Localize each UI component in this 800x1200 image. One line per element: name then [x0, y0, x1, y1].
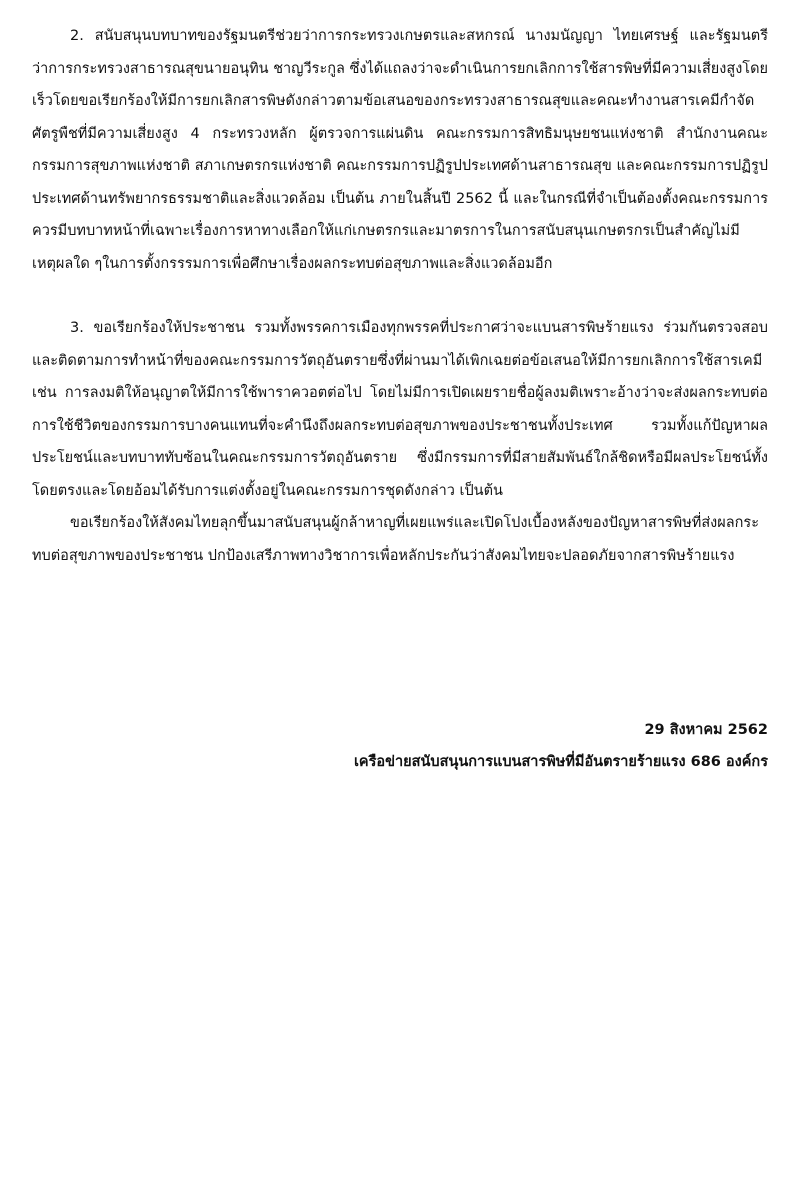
- document-body: [32, 20, 768, 572]
- paragraph-item-3: 3. ขอเรียกร้องให้ประชาชน รวมทั้งพรรคการเมืองทุกพรรคที่ประกาศว่าจะแบนสารพิษร้ายแรง ร่วมกันตรวจสอบและติดตามการทำหน้าที่ของคณะกรรมการวัตถุอันตรายซึ่งที่ผ่านมาได้เพิกเฉยต่อข้อเสนอให้มีการยกเลิกการใช้สารเคมี เช่น การลงมติให้อนุญาตให้มีการใช้พาราควอตต่อไป โดยไม่มีการเปิดเผยรายชื่อผู้ลงมติเพราะอ้างว่าจะส่งผลกระทบต่อการใช้ชีวิตของกรรมการบางคนแทนที่จะคำนึงถึงผลกระทบต่อสุขภาพของประชาชนทั้งประเทศ รวมทั้งแก้ปัญหาผลประโยชน์และบทบาททับซ้อนในคณะกรรมการวัตถุอันตราย ซึ่งมีกรรมการที่มีสายสัมพันธ์ใกล้ชิดหรือมีผลประโยชน์ทั้งโดยตรงและโดยอ้อมได้รับการแต่งตั้งอยู่ในคณะกรรมการชุดดังกล่าว เป็นต้น: [32, 320, 768, 499]
- signatory-name: เครือข่ายสนับสนุนการแบนสารพิษที่มีอันตรายร้ายแรง 686 องค์กร: [353, 754, 768, 770]
- paragraph-item-2: 2. สนับสนุนบทบาทของรัฐมนตรีช่วยว่าการกระทรวงเกษตรและสหกรณ์ นางมนัญญา ไทยเศรษฐ์ และรัฐมนตรีว่าการกระทรวงสาธารณสุขนายอนุทิน ชาญวีระกูล ซึ่งได้แถลงว่าจะดำเนินการยกเลิกการใช้สารพิษที่มีความเสี่ยงสูงโดยเร็วโดยขอเรียกร้องให้มีการยกเลิกสารพิษดังกล่าวตามข้อเสนอของกระทรวงสาธารณสุขและคณะทำงานสารเคมีกำจัดศัตรูพืชที่มีความเสี่ยงสูง 4 กระทรวงหลัก ผู้ตรวจการแผ่นดิน คณะกรรมการสิทธิมนุษยชนแห่งชาติ สำนักงานคณะกรรมการสุขภาพแห่งชาติ สภาเกษตรกรแห่งชาติ คณะกรรมการปฏิรูปประเทศด้านสาธารณสุข และคณะกรรมการปฏิรูปประเทศด้านทรัพยากรธรรมชาติและสิ่งแวดล้อม เป็นต้น ภายในสิ้นปี 2562 นี้ และในกรณีที่จำเป็นต้องตั้งคณะกรรมการ ควรมีบทบาทหน้าที่เฉพาะเรื่องการหาทางเลือกให้แก่เกษตรกรและมาตรการในการสนับสนุนเกษตรกรเป็นสำคัญไม่มีเหตุผลใด ๆในการตั้งกรรรมการเพื่อศึกษาเรื่องผลกระทบต่อสุขภาพและสิ่งแวดล้อมอีก: [32, 28, 768, 272]
- paragraph-appeal: ขอเรียกร้องให้สังคมไทยลุกขึ้นมาสนับสนุนผู้กล้าหาญที่เผยแพร่และเปิดโปงเบื้องหลังของปัญหาสารพิษที่ส่งผลกระทบต่อสุขภาพของประชาชน ปกป้องเสรีภาพทางวิชาการเพื่อหลักประกันว่าสังคมไทยจะปลอดภัยจากสารพิษร้ายแรง: [32, 515, 759, 564]
- signature-block: [354, 714, 768, 778]
- document-date: 29 สิงหาคม 2562: [644, 722, 768, 738]
